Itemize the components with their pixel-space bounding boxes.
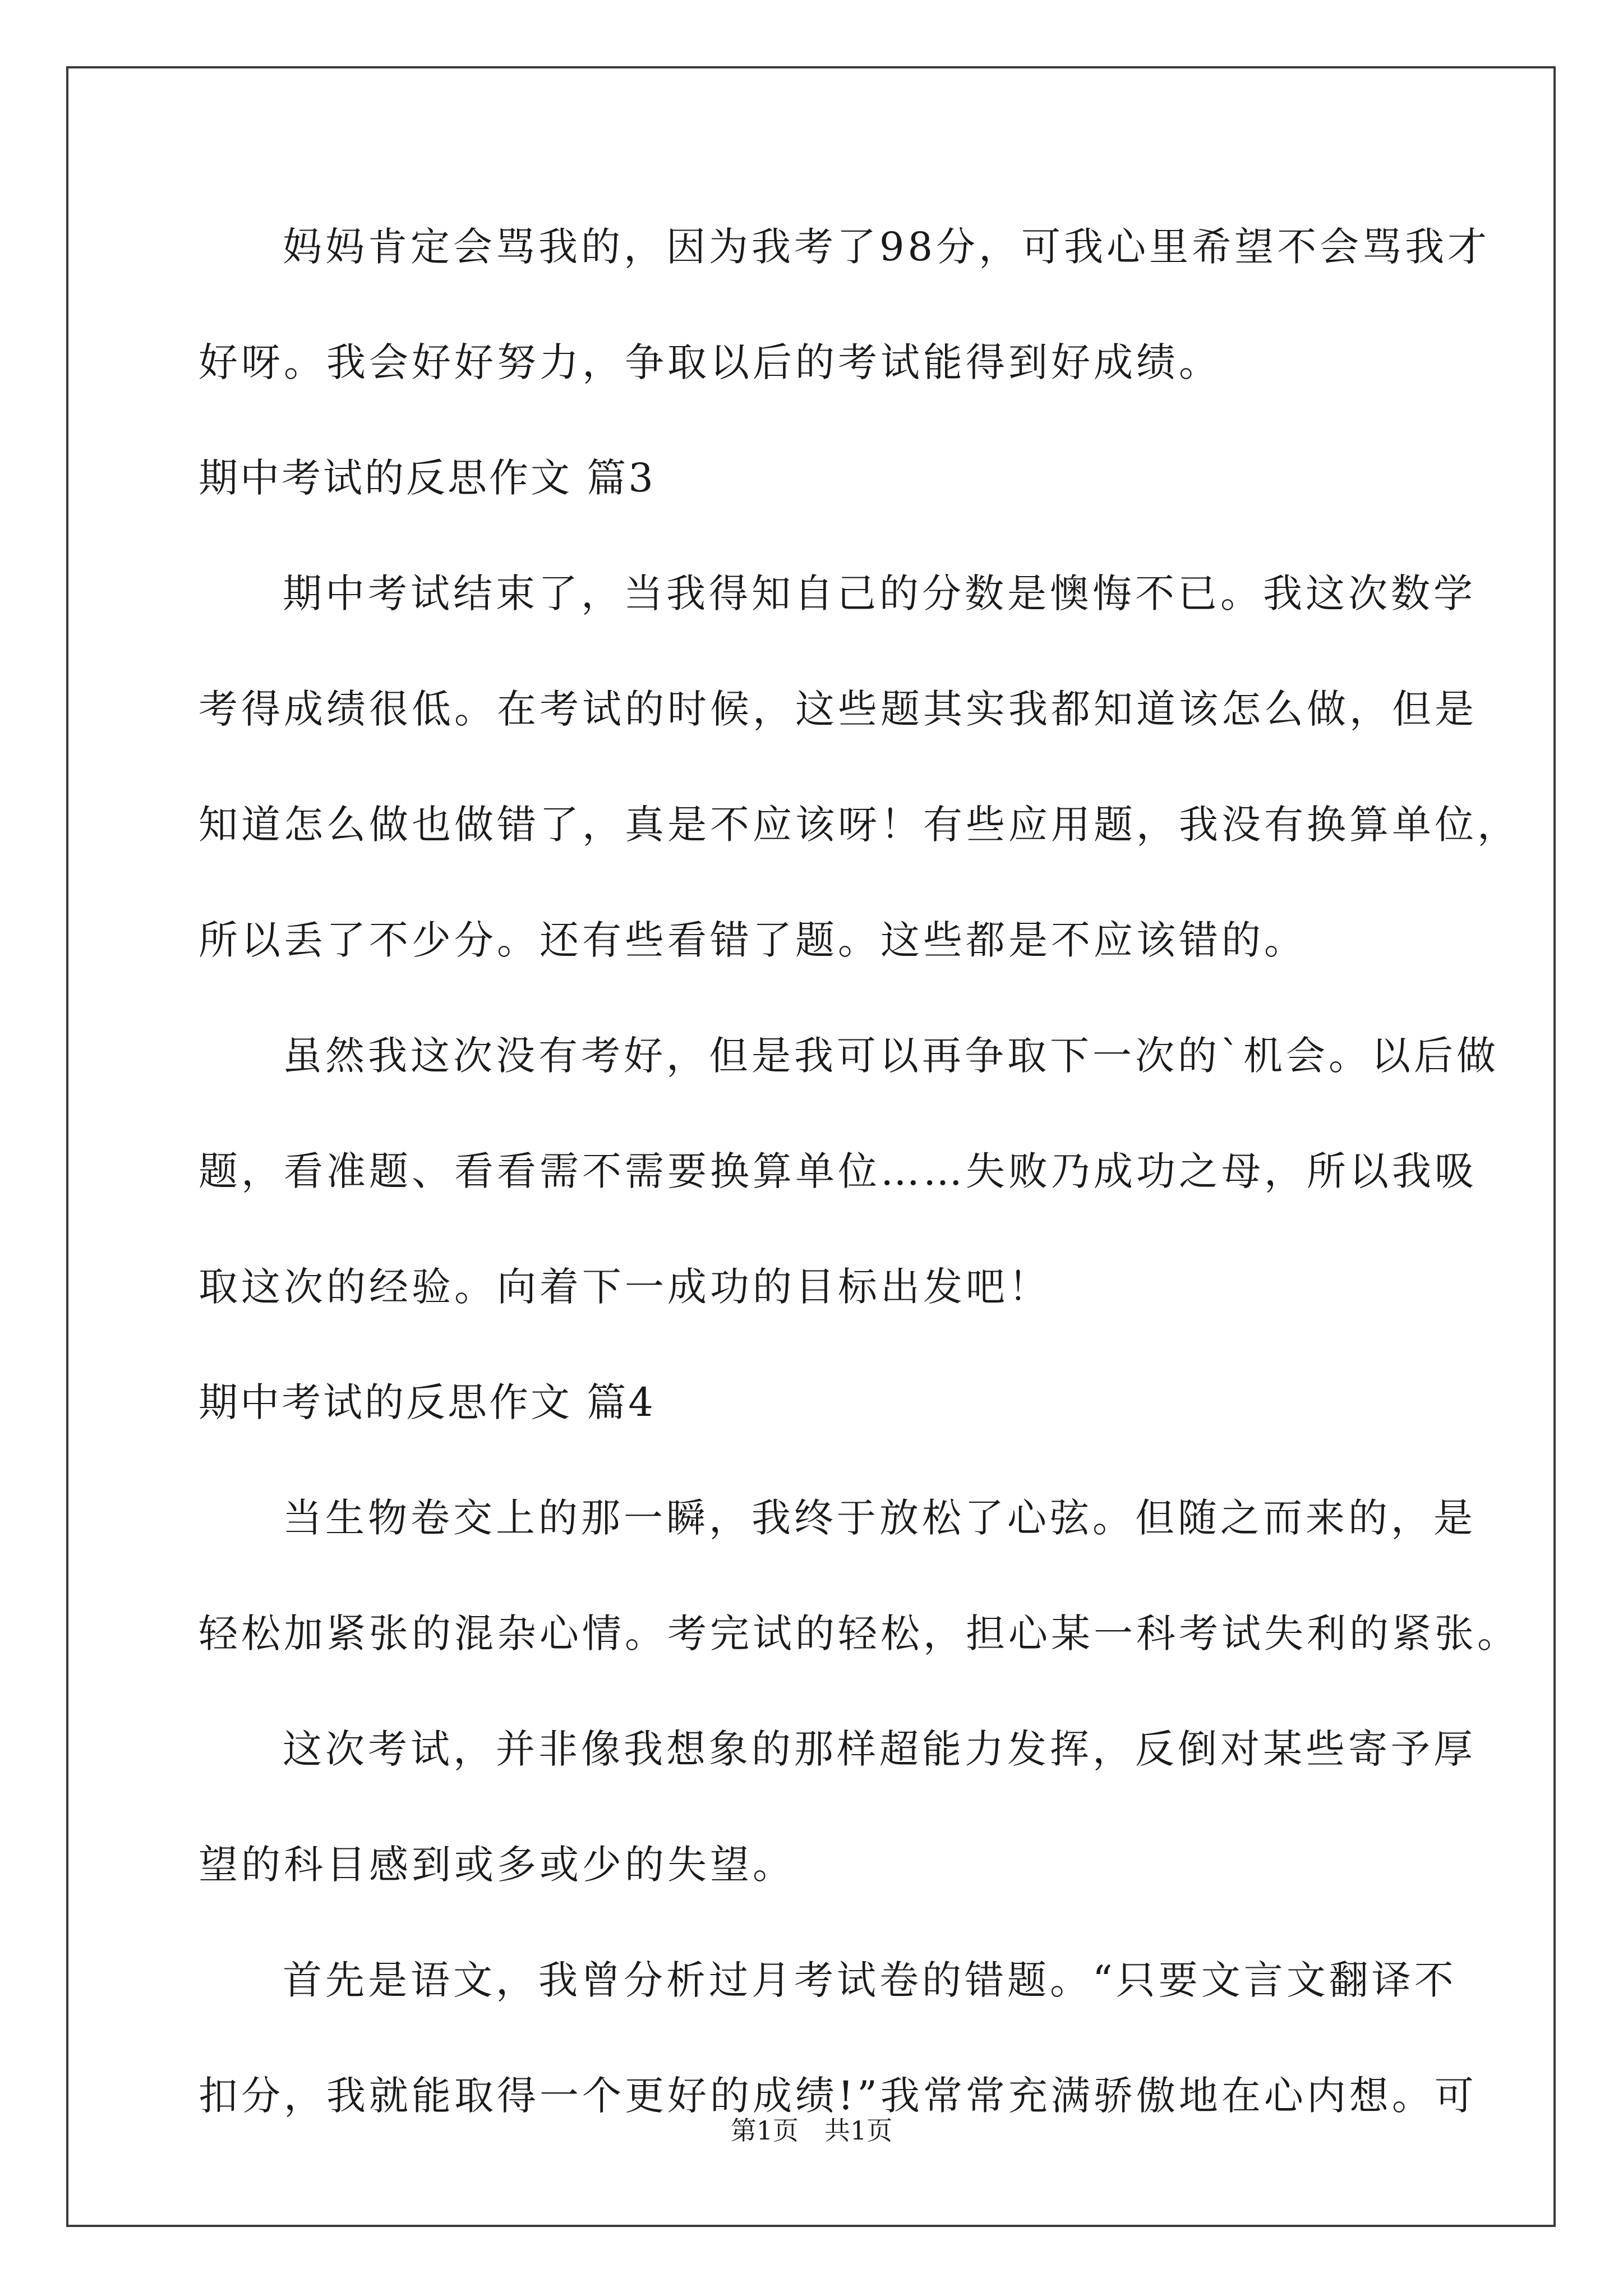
paragraph-line: 考得成绩很低。在考试的时候，这些题其实我都知道该怎么做，但是: [199, 686, 1477, 732]
paragraph-line: 取这次的经验。向着下一成功的目标出发吧！: [199, 1264, 1051, 1310]
paragraph-line: 虽然我这次没有考好，但是我可以再争取下一次的`机会。以后做: [283, 1033, 1499, 1079]
page-number-footer: 第1页 共1页: [730, 2115, 893, 2146]
paragraph-line: 首先是语文，我曾分析过月考试卷的错题。“只要文言文翻译不: [283, 1957, 1457, 2003]
paragraph-line: 题，看准题、看看需不需要换算单位……失败乃成功之母，所以我吸: [199, 1148, 1477, 1194]
paragraph-line: 当生物卷交上的那一瞬，我终于放松了心弦。但随之而来的，是: [283, 1495, 1476, 1541]
paragraph-line: 好呀。我会好好努力，争取以后的考试能得到好成绩。: [199, 339, 1221, 385]
document-body: [199, 216, 1520, 2180]
paragraph-line: 妈妈肯定会骂我的，因为我考了98分，可我心里希望不会骂我才: [283, 224, 1491, 270]
paragraph-line: 扣分，我就能取得一个更好的成绩!”我常常充满骄傲地在心内想。可: [199, 2073, 1477, 2119]
paragraph-line: 知道怎么做也做错了，真是不应该呀！有些应用题，我没有换算单位，: [199, 802, 1520, 848]
paragraph-line: 期中考试结束了，当我得知自己的分数是懊悔不已。我这次数学: [283, 570, 1476, 616]
section-heading: 期中考试的反思作文 篇4: [199, 1379, 656, 1425]
paragraph-line: 这次考试，并非像我想象的那样超能力发挥，反倒对某些寄予厚: [283, 1726, 1476, 1772]
paragraph-line: 望的科目感到或多或少的失望。: [199, 1842, 795, 1888]
paragraph-line: 轻松加紧张的混杂心情。考完试的轻松，担心某一科考试失利的紧张。: [199, 1611, 1520, 1657]
paragraph-line: 所以丢了不少分。还有些看错了题。这些都是不应该错的。: [199, 917, 1307, 963]
section-heading: 期中考试的反思作文 篇3: [199, 455, 656, 501]
